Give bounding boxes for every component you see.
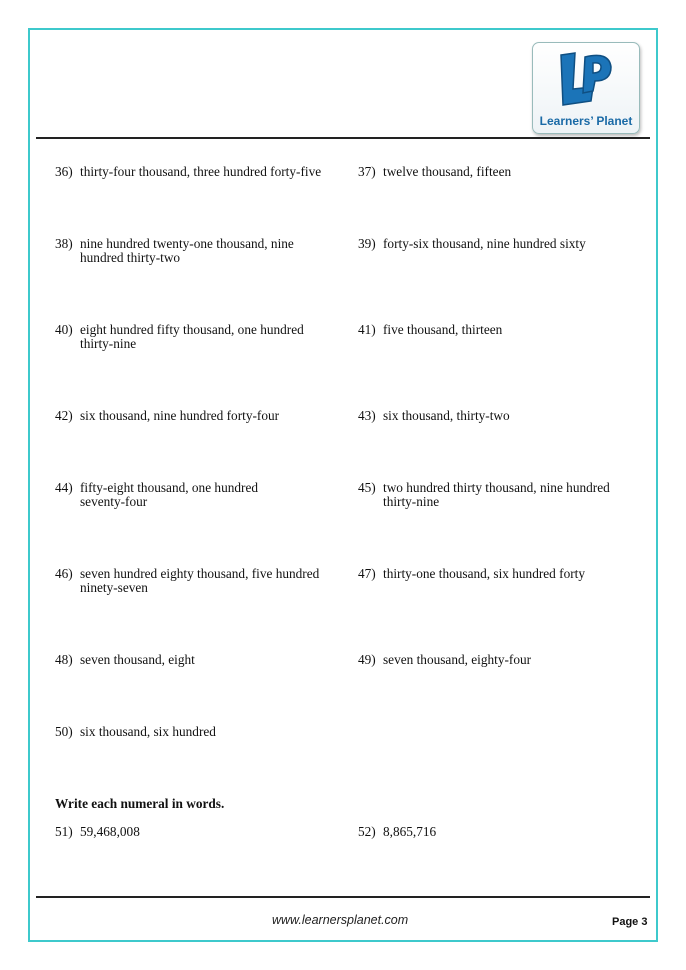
question-text: 59,468,008 bbox=[80, 824, 140, 839]
question-text: thirty-one thousand, six hundred forty bbox=[383, 566, 586, 581]
logo-text: Learners’ Planet bbox=[539, 114, 633, 128]
question-42 bbox=[55, 409, 335, 423]
question-number: 47) bbox=[358, 566, 376, 581]
question-number: 42) bbox=[55, 408, 73, 423]
question-number: 46) bbox=[55, 566, 73, 581]
question-37 bbox=[358, 165, 638, 179]
question-text: six thousand, nine hundred forty-four bbox=[80, 408, 280, 423]
question-43 bbox=[358, 409, 638, 423]
question-51 bbox=[55, 825, 335, 839]
question-46 bbox=[55, 567, 335, 595]
question-text: forty-six thousand, nine hundred sixty bbox=[383, 236, 586, 251]
question-47 bbox=[358, 567, 638, 581]
footer-url: www.learnersplanet.com bbox=[272, 913, 409, 927]
section-heading: Write each numeral in words. bbox=[55, 796, 225, 811]
question-number: 43) bbox=[358, 408, 376, 423]
question-text: seven thousand, eight bbox=[80, 652, 195, 667]
question-text: five thousand, thirteen bbox=[383, 322, 503, 337]
question-48 bbox=[55, 653, 335, 667]
question-number: 38) bbox=[55, 236, 73, 251]
question-50 bbox=[55, 725, 335, 739]
footer-divider bbox=[36, 896, 650, 898]
question-number: 48) bbox=[55, 652, 73, 667]
question-45 bbox=[358, 481, 633, 509]
question-number: 45) bbox=[358, 480, 376, 495]
question-number: 51) bbox=[55, 824, 73, 839]
question-52 bbox=[358, 825, 638, 839]
question-number: 50) bbox=[55, 724, 73, 739]
question-40 bbox=[55, 323, 320, 351]
question-41 bbox=[358, 323, 638, 337]
question-text: thirty-four thousand, three hundred forty-five bbox=[80, 164, 322, 179]
lp-logo-icon bbox=[553, 49, 619, 113]
question-number: 44) bbox=[55, 480, 73, 495]
question-text: seven thousand, eighty-four bbox=[383, 652, 532, 667]
question-text: six thousand, six hundred bbox=[80, 724, 216, 739]
question-number: 40) bbox=[55, 322, 73, 337]
question-text: two hundred thirty thousand, nine hundred thirty-nine bbox=[383, 480, 610, 509]
header-divider bbox=[36, 137, 650, 139]
page-number: Page 3 bbox=[612, 916, 648, 928]
question-text: 8,865,716 bbox=[383, 824, 437, 839]
question-text: nine hundred twenty-one thousand, nine hundred thirty-two bbox=[80, 236, 294, 265]
question-44 bbox=[55, 481, 290, 509]
question-36 bbox=[55, 165, 335, 179]
question-text: twelve thousand, fifteen bbox=[383, 164, 512, 179]
question-number: 39) bbox=[358, 236, 376, 251]
question-text: six thousand, thirty-two bbox=[383, 408, 510, 423]
question-49 bbox=[358, 653, 638, 667]
question-number: 49) bbox=[358, 652, 376, 667]
question-38 bbox=[55, 237, 320, 265]
question-text: eight hundred fifty thousand, one hundred thirty-nine bbox=[80, 322, 304, 351]
question-text: seven hundred eighty thousand, five hundred ninety-seven bbox=[80, 566, 320, 595]
question-number: 36) bbox=[55, 164, 73, 179]
question-text: fifty-eight thousand, one hundred seventy-four bbox=[80, 480, 258, 509]
learners-planet-logo bbox=[532, 42, 640, 134]
question-number: 37) bbox=[358, 164, 376, 179]
question-number: 41) bbox=[358, 322, 376, 337]
question-number: 52) bbox=[358, 824, 376, 839]
question-39 bbox=[358, 237, 638, 251]
